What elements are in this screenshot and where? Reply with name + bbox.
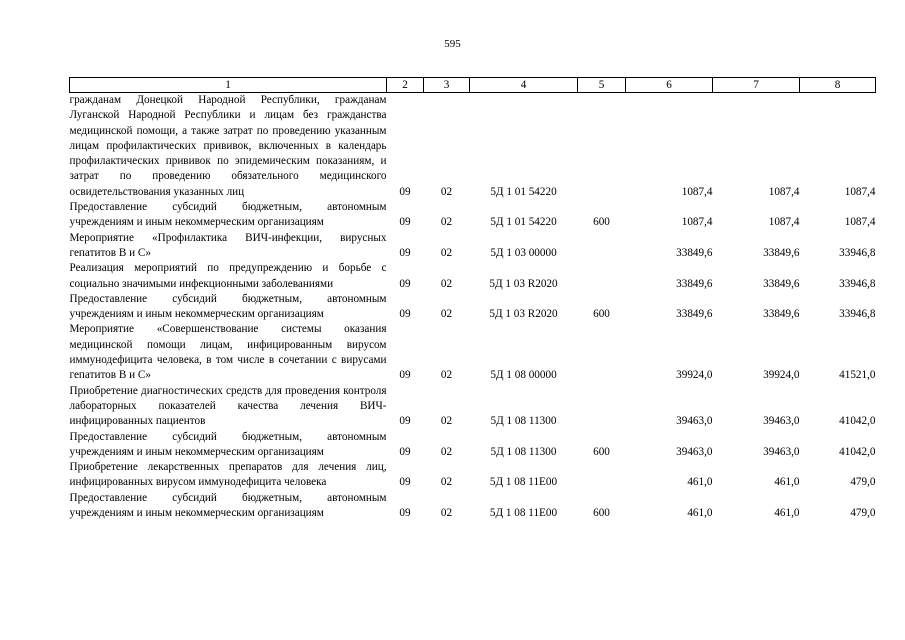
row-expense-type: [578, 93, 626, 201]
table-row: [70, 292, 876, 323]
row-name: Приобретение лекарственных препаратов для лечения лиц, инфицированных вирусом иммунодефицита человека: [69, 461, 387, 489]
row-name: Приобретение диагностических средств для проведения контроля лабораторных показателей качества лечения ВИЧ-инфицированных пациентов: [69, 384, 387, 428]
row-target-article: 5Д 1 03 R2020: [489, 308, 558, 321]
row-subsection: 02: [440, 369, 453, 382]
row-target-article: 5Д 1 08 11300: [490, 445, 557, 458]
row-amount-1: 461,0: [687, 507, 713, 520]
row-amount-1: 39924,0: [676, 369, 713, 382]
row-section: 09: [399, 415, 411, 428]
column-header: 7: [713, 78, 800, 93]
row-amount-2: 461,0: [774, 476, 800, 489]
column-header: 6: [626, 78, 713, 93]
row-amount-1: 33849,6: [676, 308, 713, 321]
row-amount-2: 39924,0: [763, 369, 800, 382]
row-amount-3: 41042,0: [839, 415, 876, 428]
row-subsection: 02: [440, 445, 453, 458]
row-target-article: 5Д 1 08 11Е00: [489, 476, 558, 489]
row-amount-3: 479,0: [850, 476, 876, 489]
row-amount-2: 33849,6: [763, 277, 800, 290]
table-row: [70, 460, 876, 491]
column-header: 2: [387, 78, 424, 93]
row-expense-type: 600: [593, 308, 610, 321]
row-amount-1: 1087,4: [681, 185, 713, 198]
row-name: Предоставление субсидий бюджетным, автономным учреждениям и иным некоммерческим организациям: [69, 491, 387, 520]
row-expense-type: [578, 384, 626, 430]
row-amount-3: 1087,4: [844, 216, 876, 229]
row-amount-1: 33849,6: [676, 246, 713, 259]
row-amount-2: 33849,6: [763, 246, 800, 259]
row-target-article: 5Д 1 08 11300: [490, 415, 557, 428]
row-subsection: 02: [440, 246, 453, 259]
column-header: 3: [424, 78, 470, 93]
row-expense-type: 600: [593, 507, 610, 520]
table-row: [70, 93, 876, 201]
row-expense-type: [578, 261, 626, 292]
row-amount-2: 39463,0: [763, 445, 800, 458]
table-header-row: [70, 78, 876, 93]
row-target-article: 5Д 1 01 54220: [490, 216, 557, 229]
table-row: [70, 322, 876, 383]
row-amount-1: 39463,0: [676, 445, 713, 458]
row-amount-2: 461,0: [774, 507, 800, 520]
row-name: Мероприятие «Совершенствование системы оказания медицинской помощи лицам, инфицированным вирусом иммунодефицита человека, в том числе в сочетании с вирусами гепатитов В и С»: [69, 323, 387, 382]
row-amount-2: 33849,6: [763, 308, 800, 321]
row-section: 09: [399, 369, 411, 382]
row-amount-1: 33849,6: [676, 277, 713, 290]
row-section: 09: [399, 185, 411, 198]
row-amount-3: 41042,0: [839, 445, 876, 458]
row-target-article: 5Д 1 03 00000: [490, 246, 557, 259]
row-name: Предоставление субсидий бюджетным, автономным учреждениям и иным некоммерческим организациям: [69, 430, 387, 458]
column-header: 1: [70, 78, 387, 93]
table-row: [70, 491, 876, 522]
row-target-article: 5Д 1 08 00000: [490, 369, 557, 382]
row-amount-3: 33946,8: [839, 308, 876, 321]
table-row: [70, 231, 876, 262]
row-name: Реализация мероприятий по предупреждению и борьбе с социально значимыми инфекционными заболеваниями: [69, 262, 387, 290]
row-expense-type: [578, 322, 626, 383]
row-amount-3: 479,0: [850, 507, 876, 520]
row-amount-2: 1087,4: [768, 216, 800, 229]
table-row: [70, 261, 876, 292]
budget-table: [69, 77, 876, 521]
row-expense-type: [578, 460, 626, 491]
row-amount-1: 39463,0: [676, 415, 713, 428]
row-amount-3: 33946,8: [839, 277, 876, 290]
row-amount-2: 1087,4: [768, 185, 800, 198]
row-section: 09: [399, 216, 411, 229]
row-section: 09: [399, 476, 411, 489]
row-expense-type: 600: [593, 445, 610, 458]
row-target-article: 5Д 1 01 54220: [490, 185, 557, 198]
column-header: 8: [800, 78, 876, 93]
row-subsection: 02: [440, 507, 453, 520]
row-section: 09: [399, 308, 411, 321]
row-section: 09: [399, 277, 411, 290]
table-row: [70, 430, 876, 461]
row-subsection: 02: [440, 415, 453, 428]
row-subsection: 02: [440, 185, 453, 198]
page-number: 595: [444, 38, 461, 50]
row-expense-type: [578, 231, 626, 262]
row-section: 09: [399, 507, 411, 520]
row-name: Предоставление субсидий бюджетным, автономным учреждениям и иным некоммерческим организациям: [69, 201, 387, 229]
row-name: Мероприятие «Профилактика ВИЧ-инфекции, вирусных гепатитов В и С»: [69, 231, 387, 259]
row-subsection: 02: [440, 308, 453, 321]
row-amount-3: 1087,4: [844, 185, 876, 198]
column-header: 5: [578, 78, 626, 93]
row-section: 09: [399, 246, 411, 259]
row-amount-3: 33946,8: [839, 246, 876, 259]
row-amount-2: 39463,0: [763, 415, 800, 428]
row-name: гражданам Донецкой Народной Республики, гражданам Луганской Народной Республики и лицам без гражданства медицинской помощи, а также затрат по проведению указанным лицам профилактических прививок, включенных в календарь профилактических прививок по эпидемическим показаниям, и затрат по проведению обязательного медицинского освидетельствования указанных лиц: [69, 94, 387, 198]
row-name: Предоставление субсидий бюджетным, автономным учреждениям и иным некоммерческим организациям: [69, 292, 387, 321]
column-header: 4: [470, 78, 578, 93]
row-amount-1: 1087,4: [681, 216, 713, 229]
table-row: [70, 384, 876, 430]
row-expense-type: 600: [593, 216, 610, 229]
row-subsection: 02: [440, 277, 453, 290]
row-amount-3: 41521,0: [839, 369, 876, 382]
row-amount-1: 461,0: [687, 476, 713, 489]
row-target-article: 5Д 1 03 R2020: [489, 277, 558, 290]
row-section: 09: [399, 445, 411, 458]
row-subsection: 02: [440, 216, 453, 229]
row-target-article: 5Д 1 08 11Е00: [489, 507, 558, 520]
row-subsection: 02: [440, 476, 453, 489]
table-row: [70, 200, 876, 231]
